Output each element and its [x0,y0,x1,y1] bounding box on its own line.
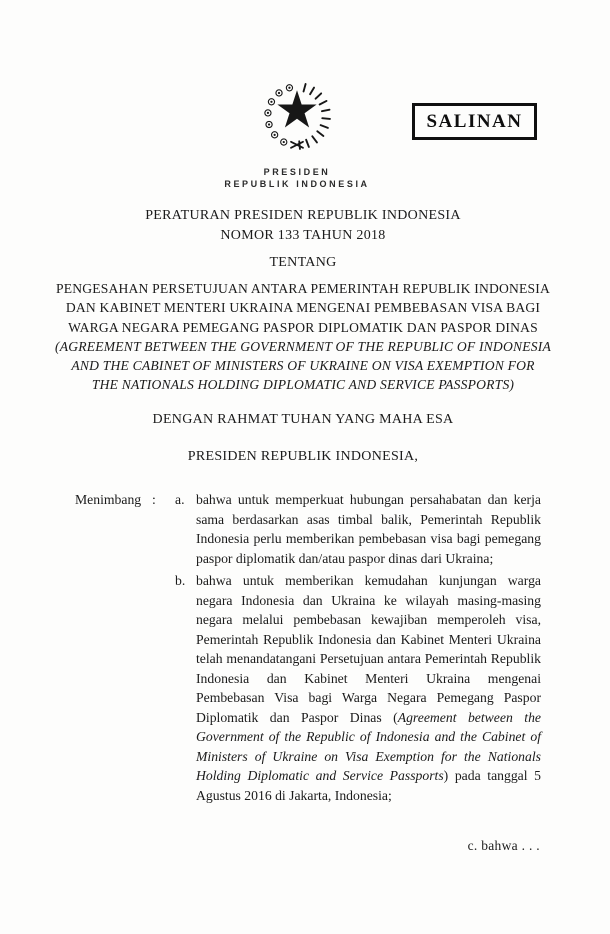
salinan-stamp-label: SALINAN [426,110,523,132]
title-subject [0,279,606,337]
title-doc-type: PERATURAN PRESIDEN REPUBLIK INDONESIA [145,208,461,223]
subject-translation-line-2: AND THE CABINET OF MINISTERS OF UKRAINE ON VISA EXEMPTION FOR [71,358,535,374]
consideration-b-marker: b. [175,573,186,588]
consideration-b-text-italic: Agreement between the Government of the Republic of Indonesia and the Cabinet of Ministers of Ukraine on Visa Exemption for the Nationals Holding Diplomatic and Service Passports [196,709,541,783]
letterhead-line1: PRESIDEN [263,167,331,177]
considerations-label: Menimbang [75,492,142,507]
subject-translation-line-1: (AGREEMENT BETWEEN THE GOVERNMENT OF THE REPUBLIC OF INDONESIA [55,338,551,354]
subject-translation-line-3: THE NATIONALS HOLDING DIPLOMATIC AND SERVICE PASSPORTS) [91,377,515,393]
consideration-a-marker: a. [175,492,185,507]
consideration-a-text: bahwa untuk memperkuat hubungan persahabatan dan kerja sama berdasarkan asas timbal balik, Pemerintah Republik Indonesia perlu memberikan pembebasan visa bagi pemegang paspor diplomatik dan/atau paspor dinas dari Ukraina; [196,492,541,566]
title-tentang-label: TENTANG [269,255,337,270]
subject-line-1: PENGESAHAN PERSETUJUAN ANTARA PEMERINTAH REPUBLIK INDONESIA [55,281,551,296]
considerations-section [75,490,541,805]
consideration-b-text [196,571,541,805]
subject-line-2: DAN KABINET MENTERI UKRAINA MENGENAI PEMBEBASAN VISA BAGI [65,300,541,316]
invocation-line: DENGAN RAHMAT TUHAN YANG MAHA ESA [152,411,454,427]
page-continuation-catchword: c. bahwa . . . [467,838,540,853]
title-number: NOMOR 133 TAHUN 2018 [220,228,386,243]
national-emblem-icon [254,78,340,154]
consideration-b-text-before: bahwa untuk memberikan kemudahan kunjungan warga negara Indonesia dan Ukraina ke wilayah masing-masing negara melalui pembebasan kewajiban memperoleh visa, Pemerintah Republik Indonesia dan Kabinet Menteri Ukraina telah menandatangani Persetujuan antara Pemerintah Republik Indonesia dan Kabinet Menteri Ukraina mengenai Pembebasan Visa bagi Warga Negara Pemegang Paspor Diplomatik dan Paspor Dinas ( [196,573,541,725]
salinan-stamp [412,103,537,140]
letterhead-line2: REPUBLIK INDONESIA [224,178,370,189]
consideration-b-text-after: ) pada tanggal 5 Agustus 2016 di Jakarta, Indonesia; [196,768,542,803]
considerations-colon: : [152,492,156,507]
subject-line-3: WARGA NEGARA PEMEGANG PASPOR DIPLOMATIK DAN PASPOR DINAS [68,319,538,335]
title-block [0,206,606,467]
authority-line: PRESIDEN REPUBLIK INDONESIA, [187,448,419,464]
title-subject-translation [0,337,606,395]
